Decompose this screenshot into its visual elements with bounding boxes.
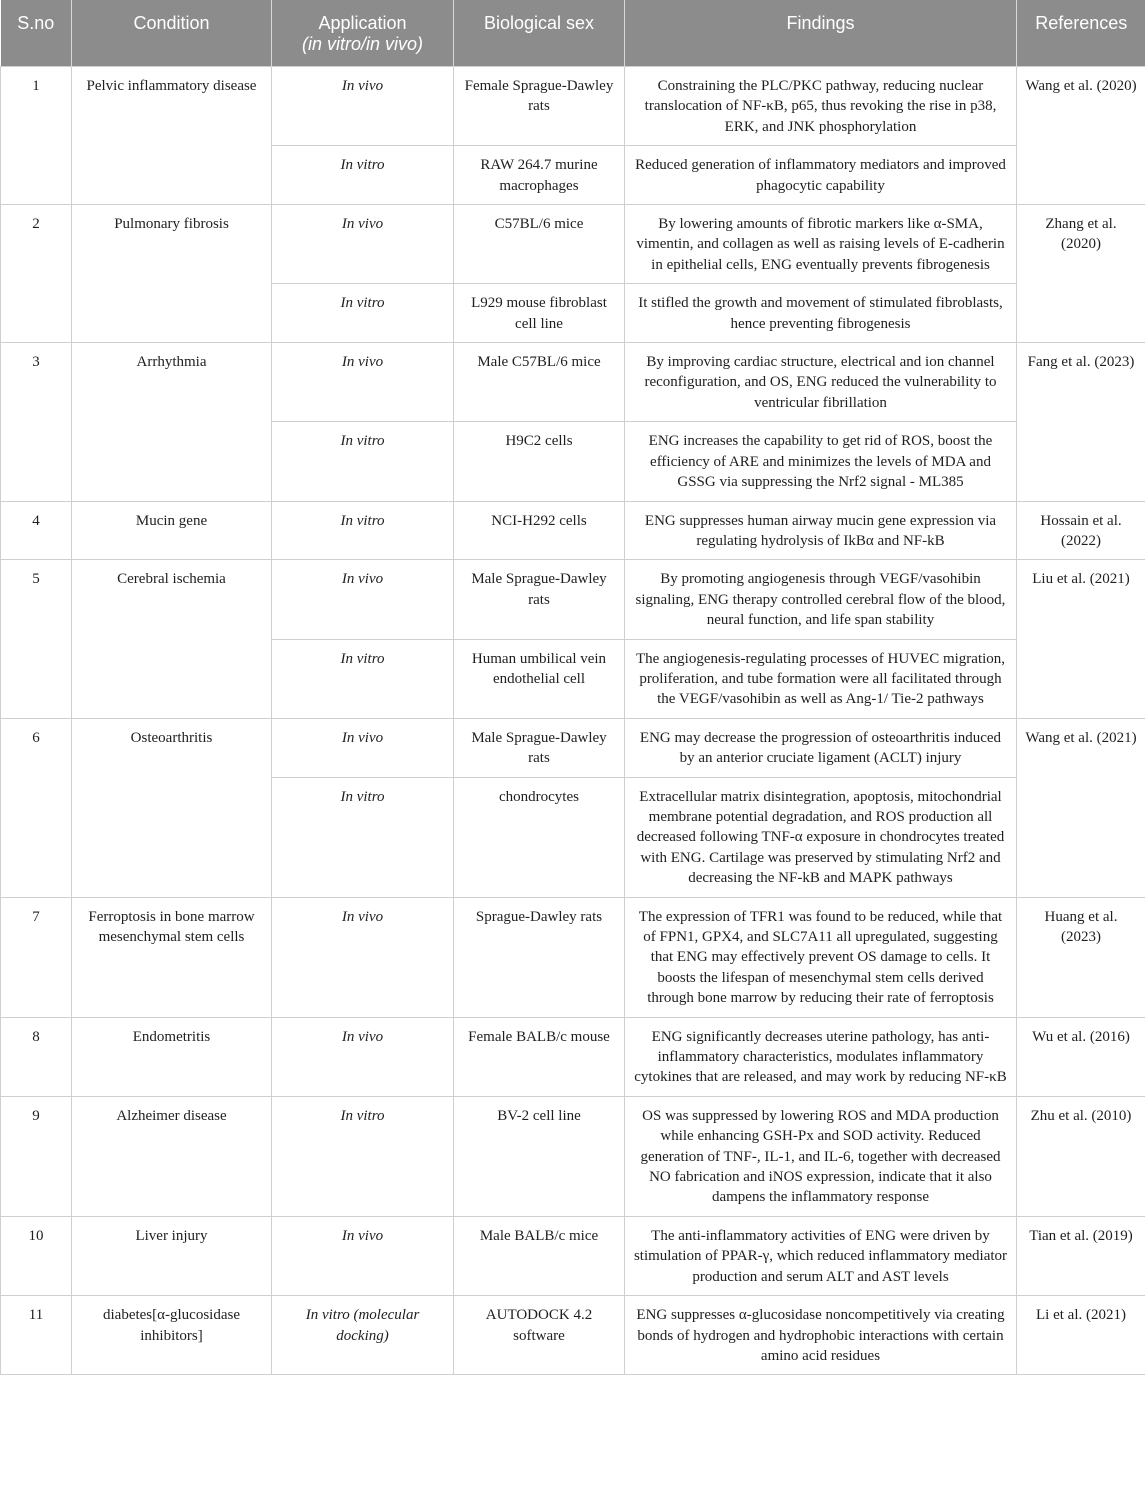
biological-sex-cell: chondrocytes — [454, 777, 625, 897]
reference-cell: Wang et al. (2021) — [1017, 718, 1145, 897]
findings-cell: The angiogenesis-regulating processes of HUVEC migration, proliferation, and tube formation were all facilitated through the VEGF/vasohibin as well as Ang-1/ Tie-2 pathways — [625, 639, 1017, 718]
application-cell: In vitro (molecular docking) — [272, 1296, 454, 1375]
biological-sex-cell: Sprague-Dawley rats — [454, 897, 625, 1017]
application-cell: In vitro — [272, 284, 454, 343]
header-application — [272, 0, 454, 67]
table-row — [1, 718, 1145, 777]
application-cell: In vivo — [272, 718, 454, 777]
header-findings: Findings — [625, 0, 1017, 67]
biological-sex-cell: Male BALB/c mice — [454, 1216, 625, 1295]
table-row — [1, 67, 1145, 146]
biological-sex-cell: Male C57BL/6 mice — [454, 343, 625, 422]
condition-cell: Arrhythmia — [72, 343, 272, 501]
findings-cell: Reduced generation of inflammatory mediators and improved phagocytic capability — [625, 146, 1017, 205]
biological-sex-cell: Male Sprague-Dawley rats — [454, 560, 625, 639]
header-application-sub: (in vitro/in vivo) — [301, 34, 424, 54]
application-cell: In vivo — [272, 205, 454, 284]
table-row — [1, 1096, 1145, 1216]
condition-cell: Pulmonary fibrosis — [72, 205, 272, 343]
condition-cell: Alzheimer disease — [72, 1096, 272, 1216]
reference-cell: Huang et al. (2023) — [1017, 897, 1145, 1017]
biological-sex-cell: NCI-H292 cells — [454, 501, 625, 560]
application-cell: In vivo — [272, 897, 454, 1017]
reference-cell: Fang et al. (2023) — [1017, 343, 1145, 501]
condition-cell: Mucin gene — [72, 501, 272, 560]
sno-cell: 5 — [1, 560, 72, 718]
application-cell: In vivo — [272, 560, 454, 639]
table-row — [1, 560, 1145, 639]
sno-cell: 7 — [1, 897, 72, 1017]
sno-cell: 2 — [1, 205, 72, 343]
header-application-label: Application — [318, 13, 407, 33]
reference-cell: Li et al. (2021) — [1017, 1296, 1145, 1375]
findings-cell: ENG significantly decreases uterine pathology, has anti-inflammatory characteristics, modulates inflammatory cytokines that are released, and may work by reducing NF-κB — [625, 1017, 1017, 1096]
sno-cell: 4 — [1, 501, 72, 560]
application-cell: In vitro — [272, 501, 454, 560]
reference-cell: Liu et al. (2021) — [1017, 560, 1145, 718]
condition-cell: diabetes[α-glucosidase inhibitors] — [72, 1296, 272, 1375]
application-cell: In vivo — [272, 1017, 454, 1096]
condition-cell: Liver injury — [72, 1216, 272, 1295]
reference-cell: Hossain et al. (2022) — [1017, 501, 1145, 560]
biological-sex-cell: Female Sprague-Dawley rats — [454, 67, 625, 146]
application-cell: In vitro — [272, 146, 454, 205]
header-row — [1, 0, 1145, 67]
header-references: References — [1017, 0, 1145, 67]
sno-cell: 11 — [1, 1296, 72, 1375]
sno-cell: 6 — [1, 718, 72, 897]
table-row — [1, 1017, 1145, 1096]
condition-cell: Osteoarthritis — [72, 718, 272, 897]
condition-cell: Ferroptosis in bone marrow mesenchymal stem cells — [72, 897, 272, 1017]
biological-sex-cell: RAW 264.7 murine macrophages — [454, 146, 625, 205]
biological-sex-cell: L929 mouse fibroblast cell line — [454, 284, 625, 343]
findings-cell: It stifled the growth and movement of stimulated fibroblasts, hence preventing fibrogenesis — [625, 284, 1017, 343]
application-cell: In vitro — [272, 422, 454, 501]
application-cell: In vitro — [272, 1096, 454, 1216]
biological-sex-cell: H9C2 cells — [454, 422, 625, 501]
findings-cell: By lowering amounts of fibrotic markers like α-SMA, vimentin, and collagen as well as raising levels of E-cadherin in epithelial cells, ENG eventually prevents fibrogenesis — [625, 205, 1017, 284]
table-row — [1, 1216, 1145, 1295]
header-sex: Biological sex — [454, 0, 625, 67]
reference-cell: Tian et al. (2019) — [1017, 1216, 1145, 1295]
findings-cell: Constraining the PLC/PKC pathway, reducing nuclear translocation of NF-κB, p65, thus revoking the rise in p38, ERK, and JNK phosphorylation — [625, 67, 1017, 146]
sno-cell: 1 — [1, 67, 72, 205]
condition-cell: Pelvic inflammatory disease — [72, 67, 272, 205]
sno-cell: 3 — [1, 343, 72, 501]
findings-cell: By promoting angiogenesis through VEGF/vasohibin signaling, ENG therapy controlled cerebral flow of the blood, neural function, and life span stability — [625, 560, 1017, 639]
application-cell: In vitro — [272, 777, 454, 897]
application-cell: In vivo — [272, 343, 454, 422]
table-body — [1, 67, 1145, 1375]
reference-cell: Zhu et al. (2010) — [1017, 1096, 1145, 1216]
reference-cell: Wu et al. (2016) — [1017, 1017, 1145, 1096]
biological-sex-cell: BV-2 cell line — [454, 1096, 625, 1216]
application-cell: In vivo — [272, 67, 454, 146]
reference-cell: Wang et al. (2020) — [1017, 67, 1145, 205]
condition-cell: Endometritis — [72, 1017, 272, 1096]
application-cell: In vivo — [272, 1216, 454, 1295]
findings-cell: The anti-inflammatory activities of ENG were driven by stimulation of PPAR-γ, which reduced inflammatory mediator production and serum ALT and AST levels — [625, 1216, 1017, 1295]
sno-cell: 8 — [1, 1017, 72, 1096]
condition-cell: Cerebral ischemia — [72, 560, 272, 718]
findings-cell: OS was suppressed by lowering ROS and MDA production while enhancing GSH-Px and SOD activity. Reduced generation of TNF-, IL-1, and IL-6, together with decreased NO fabrication and iNOS expression, indicate that it also dampens the inflammatory response — [625, 1096, 1017, 1216]
sno-cell: 9 — [1, 1096, 72, 1216]
table-row — [1, 205, 1145, 284]
findings-cell: ENG may decrease the progression of osteoarthritis induced by an anterior cruciate ligament (ACLT) injury — [625, 718, 1017, 777]
findings-cell: ENG suppresses human airway mucin gene expression via regulating hydrolysis of IkBα and NF-kB — [625, 501, 1017, 560]
sno-cell: 10 — [1, 1216, 72, 1295]
findings-cell: Extracellular matrix disintegration, apoptosis, mitochondrial membrane potential degradation, and ROS production all decreased following TNF-α exposure in chondrocytes treated with ENG. Cartilage was preserved by stimulating Nrf2 and decreasing the NF-kB and MAPK pathways — [625, 777, 1017, 897]
table-header — [1, 0, 1145, 67]
header-sno: S.no — [1, 0, 72, 67]
table-row — [1, 1296, 1145, 1375]
findings-cell: ENG increases the capability to get rid of ROS, boost the efficiency of ARE and minimizes the levels of MDA and GSSG via suppressing the Nrf2 signal - ML385 — [625, 422, 1017, 501]
table-row — [1, 343, 1145, 422]
biological-sex-cell: Female BALB/c mouse — [454, 1017, 625, 1096]
biological-sex-cell: C57BL/6 mice — [454, 205, 625, 284]
biological-sex-cell: AUTODOCK 4.2 software — [454, 1296, 625, 1375]
biological-sex-cell: Male Sprague-Dawley rats — [454, 718, 625, 777]
findings-cell: By improving cardiac structure, electrical and ion channel reconfiguration, and OS, ENG reduced the vulnerability to ventricular fibrillation — [625, 343, 1017, 422]
reference-cell: Zhang et al. (2020) — [1017, 205, 1145, 343]
table-row — [1, 897, 1145, 1017]
table-row — [1, 501, 1145, 560]
header-condition: Condition — [72, 0, 272, 67]
findings-cell: The expression of TFR1 was found to be reduced, while that of FPN1, GPX4, and SLC7A11 all upregulated, suggesting that ENG may effectively prevent OS damage to cells. It boosts the lifespan of mesenchymal stem cells derived through bone marrow by reducing their rate of ferroptosis — [625, 897, 1017, 1017]
findings-cell: ENG suppresses α-glucosidase noncompetitively via creating bonds of hydrogen and hydrophobic interactions with certain amino acid residues — [625, 1296, 1017, 1375]
biological-sex-cell: Human umbilical vein endothelial cell — [454, 639, 625, 718]
application-cell: In vitro — [272, 639, 454, 718]
